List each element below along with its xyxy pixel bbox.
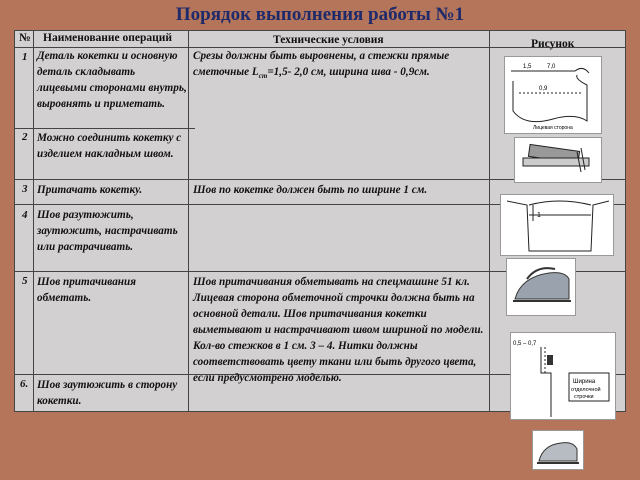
row-num: 4 — [22, 209, 28, 221]
page-title: Порядок выполнения работы №1 — [175, 4, 465, 25]
row-num: 1 — [22, 51, 28, 63]
lapped-seam-diagram — [514, 137, 602, 183]
row-operation: Шов притачивания обметать. — [37, 276, 136, 304]
svg-text:Лицевая сторона: Лицевая сторона — [533, 125, 573, 131]
row-num: 3 — [22, 183, 28, 195]
row-operation: Притачать кокетку. — [37, 184, 143, 196]
svg-text:1: 1 — [537, 212, 541, 219]
stitching-width-diagram — [510, 332, 616, 420]
svg-text:строчки: строчки — [574, 394, 594, 400]
row-operation: Можно соединить кокетку с изделием накладным швом. — [37, 132, 182, 160]
yoke-seam-diagram — [500, 194, 614, 256]
row-conditions: Срезы должны быть выровнены, а стежки прямые сметочные $L_{ст}=1,5-$ 2,0 см, ширина шва - 0,9см. — [193, 50, 450, 81]
svg-text:1,5: 1,5 — [523, 64, 532, 70]
header-num: № — [19, 32, 31, 44]
svg-text:отделочной: отделочной — [571, 387, 601, 393]
row-conditions: Шов притачивания обметывать на спецмашине 51 кл. Лицевая сторона обметочной строчки должна быть на основной детали. Шов притачивания кокетки выметывают и настрачивают швом шириной по модели. Кол-во стежков в 1 см. 3 – 4. Нитки должны соответствовать цвету ткани или быть другого цвета, если предусмотрено моделью. — [193, 276, 484, 384]
row-operation: Шов разутюжить, заутюжить, настрачивать или растрачивать. — [37, 209, 178, 253]
row-num: 2 — [22, 131, 28, 143]
header-conditions: Технические условия — [273, 34, 384, 46]
row-num: 6. — [20, 378, 29, 390]
svg-text:Ширина: Ширина — [573, 379, 596, 385]
row-num: 5 — [22, 275, 28, 287]
svg-text:0,5 – 0,7: 0,5 – 0,7 — [513, 341, 537, 347]
row-conditions: Шов по кокетке должен быть по ширине 1 см. — [193, 184, 428, 196]
ironing-image — [532, 430, 584, 470]
row-operation: Шов заутюжить в сторону кокетки. — [37, 379, 178, 407]
header-picture: Рисунок — [531, 38, 575, 50]
row-operation: Деталь кокетки и основную деталь складывать лицевыми сторонами внутрь, выровнять и приметать. — [37, 50, 187, 110]
svg-text:0,9: 0,9 — [539, 86, 548, 92]
svg-text:7,0: 7,0 — [547, 64, 556, 70]
header-operation: Наименование операций — [43, 32, 173, 44]
iron-image — [506, 258, 576, 316]
yoke-pattern-diagram — [504, 56, 602, 134]
